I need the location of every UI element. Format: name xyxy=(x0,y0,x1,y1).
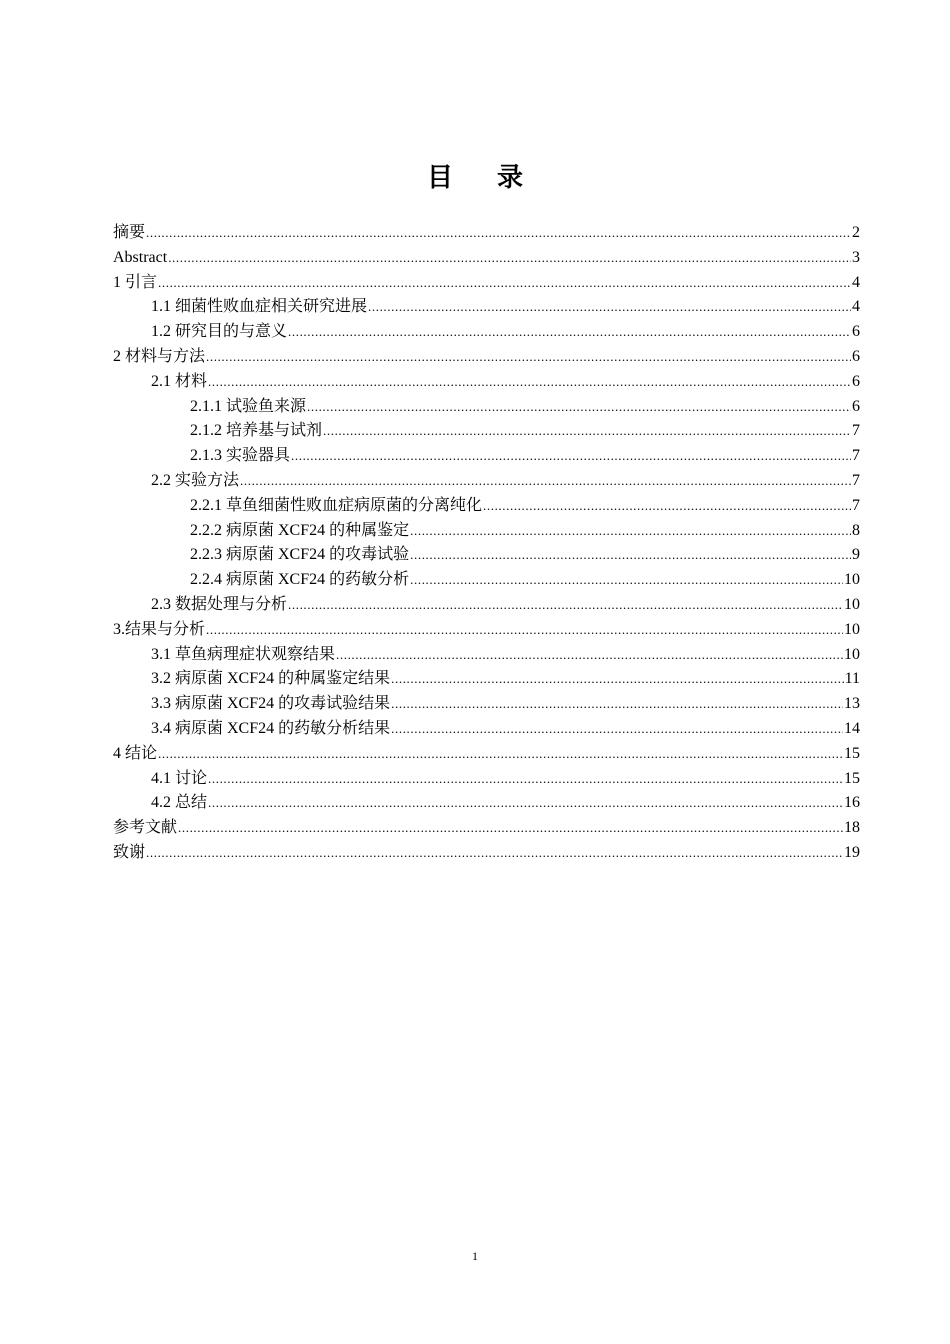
toc-entry[interactable] xyxy=(113,667,860,692)
toc-entry[interactable] xyxy=(113,395,860,420)
toc-entry-page: 13 xyxy=(844,695,860,713)
toc-entry-label: 4 结论 xyxy=(113,744,158,762)
toc-entry-page: 15 xyxy=(844,769,860,787)
toc-entry-page: 6 xyxy=(852,372,860,390)
toc-entry-label: 2.1 材料 xyxy=(151,372,208,390)
toc-entry-label: 3.4 病原菌 XCF24 的药敏分析结果 xyxy=(151,719,391,737)
toc-entry-label: 2.2.4 病原菌 XCF24 的药敏分析 xyxy=(190,571,410,589)
toc-entry-page: 7 xyxy=(852,471,860,489)
toc-entry[interactable] xyxy=(113,519,860,544)
toc-entry-label: 1 引言 xyxy=(113,273,158,291)
toc-entry-page: 7 xyxy=(852,447,860,465)
toc-entry-page: 8 xyxy=(852,521,860,539)
toc-leader-dots xyxy=(288,593,843,618)
toc-entry-label: 3.1 草鱼病理症状观察结果 xyxy=(151,645,336,663)
toc-entry[interactable] xyxy=(113,370,860,395)
toc-entry[interactable] xyxy=(113,494,860,519)
toc-entry-label: 2.2.1 草鱼细菌性败血症病原菌的分离纯化 xyxy=(190,496,483,514)
toc-leader-dots xyxy=(208,791,843,816)
toc-entry-label: 2.2.3 病原菌 XCF24 的攻毒试验 xyxy=(190,546,410,564)
toc-leader-dots xyxy=(206,345,851,370)
toc-entry-page: 4 xyxy=(852,273,860,291)
toc-leader-dots xyxy=(391,692,843,717)
toc-entry-label: 4.1 讨论 xyxy=(151,769,208,787)
toc-entry[interactable] xyxy=(113,469,860,494)
toc-entry-page: 10 xyxy=(844,571,860,589)
toc-entry-page: 19 xyxy=(844,843,860,861)
toc-entry-page: 6 xyxy=(852,347,860,365)
toc-entry-page: 6 xyxy=(852,397,860,415)
toc-entry[interactable] xyxy=(113,295,860,320)
toc-entry[interactable] xyxy=(113,419,860,444)
toc-entry-label: 摘要 xyxy=(113,224,146,241)
toc-entry-page: 3 xyxy=(852,248,860,266)
toc-entry[interactable] xyxy=(113,320,860,345)
toc-entry-label: 2.1.3 实验器具 xyxy=(190,447,291,465)
toc-entry[interactable] xyxy=(113,841,860,866)
toc-entry-label: 致谢 xyxy=(113,843,146,861)
toc-entry-page: 15 xyxy=(844,744,860,762)
toc-entry-label: 1.2 研究目的与意义 xyxy=(151,323,288,341)
toc-leader-dots xyxy=(336,643,843,668)
toc-leader-dots xyxy=(168,246,851,271)
toc-leader-dots xyxy=(391,667,843,692)
toc-entry-page: 4 xyxy=(852,298,860,316)
toc-entry-label: 4.2 总结 xyxy=(151,794,208,812)
page-number: 1 xyxy=(472,1249,478,1263)
toc-entry-label: 2.1.2 培养基与试剂 xyxy=(190,422,323,440)
table-of-contents xyxy=(113,221,860,866)
toc-entry-page: 6 xyxy=(852,323,860,341)
toc-leader-dots xyxy=(483,494,851,519)
toc-entry-label: 2.2 实验方法 xyxy=(151,471,240,489)
toc-entry-label: 3.3 病原菌 XCF24 的攻毒试验结果 xyxy=(151,695,391,713)
toc-leader-dots xyxy=(146,221,851,246)
toc-leader-dots xyxy=(178,816,843,841)
toc-entry[interactable] xyxy=(113,543,860,568)
toc-leader-dots xyxy=(240,469,851,494)
toc-entry-page: 7 xyxy=(852,496,860,514)
toc-entry-label: 2.1.1 试验鱼来源 xyxy=(190,397,307,415)
toc-leader-dots xyxy=(208,370,851,395)
toc-entry[interactable] xyxy=(113,593,860,618)
toc-entry[interactable] xyxy=(113,767,860,792)
toc-leader-dots xyxy=(291,444,851,469)
toc-entry[interactable] xyxy=(113,345,860,370)
toc-entry[interactable] xyxy=(113,643,860,668)
toc-entry-page: 16 xyxy=(844,794,860,812)
toc-leader-dots xyxy=(410,568,843,593)
toc-entry-page: 14 xyxy=(844,719,860,737)
toc-entry[interactable] xyxy=(113,717,860,742)
toc-entry-label: Abstract xyxy=(113,248,168,266)
toc-entry-label: 1.1 细菌性败血症相关研究进展 xyxy=(151,298,368,316)
toc-leader-dots xyxy=(410,519,851,544)
toc-entry-page: 18 xyxy=(844,819,860,837)
toc-entry-label: 2.3 数据处理与分析 xyxy=(151,595,288,613)
toc-entry[interactable] xyxy=(113,791,860,816)
toc-entry[interactable] xyxy=(113,568,860,593)
toc-entry-page: 10 xyxy=(844,595,860,613)
toc-entry-page: 9 xyxy=(852,546,860,564)
toc-entry-page: 11 xyxy=(844,670,860,688)
toc-entry-label: 2 材料与方法 xyxy=(113,347,206,365)
toc-entry-label: 3.2 病原菌 XCF24 的种属鉴定结果 xyxy=(151,670,391,688)
toc-entry-page: 7 xyxy=(852,422,860,440)
toc-entry[interactable] xyxy=(113,692,860,717)
toc-entry[interactable] xyxy=(113,246,860,271)
toc-leader-dots xyxy=(323,419,851,444)
toc-leader-dots xyxy=(158,271,851,296)
toc-entry[interactable] xyxy=(113,271,860,296)
toc-entry-page: 10 xyxy=(844,645,860,663)
toc-leader-dots xyxy=(391,717,843,742)
toc-entry-label: 2.2.2 病原菌 XCF24 的种属鉴定 xyxy=(190,521,410,539)
toc-leader-dots xyxy=(206,618,843,643)
toc-leader-dots xyxy=(158,742,843,767)
toc-entry-label: 3.结果与分析 xyxy=(113,620,206,638)
toc-entry[interactable] xyxy=(113,742,860,767)
toc-title: 目录 xyxy=(426,163,567,193)
toc-leader-dots xyxy=(368,295,851,320)
toc-leader-dots xyxy=(146,841,843,866)
toc-entry-label: 参考文献 xyxy=(113,819,178,837)
toc-entry[interactable] xyxy=(113,618,860,643)
toc-entry-page: 10 xyxy=(844,620,860,638)
toc-entry-page: 2 xyxy=(852,224,860,241)
toc-leader-dots xyxy=(288,320,851,345)
toc-leader-dots xyxy=(307,395,851,420)
toc-leader-dots xyxy=(410,543,851,568)
toc-entry[interactable] xyxy=(113,444,860,469)
toc-entry[interactable] xyxy=(113,816,860,841)
toc-entry[interactable] xyxy=(113,221,860,246)
toc-leader-dots xyxy=(208,767,843,792)
